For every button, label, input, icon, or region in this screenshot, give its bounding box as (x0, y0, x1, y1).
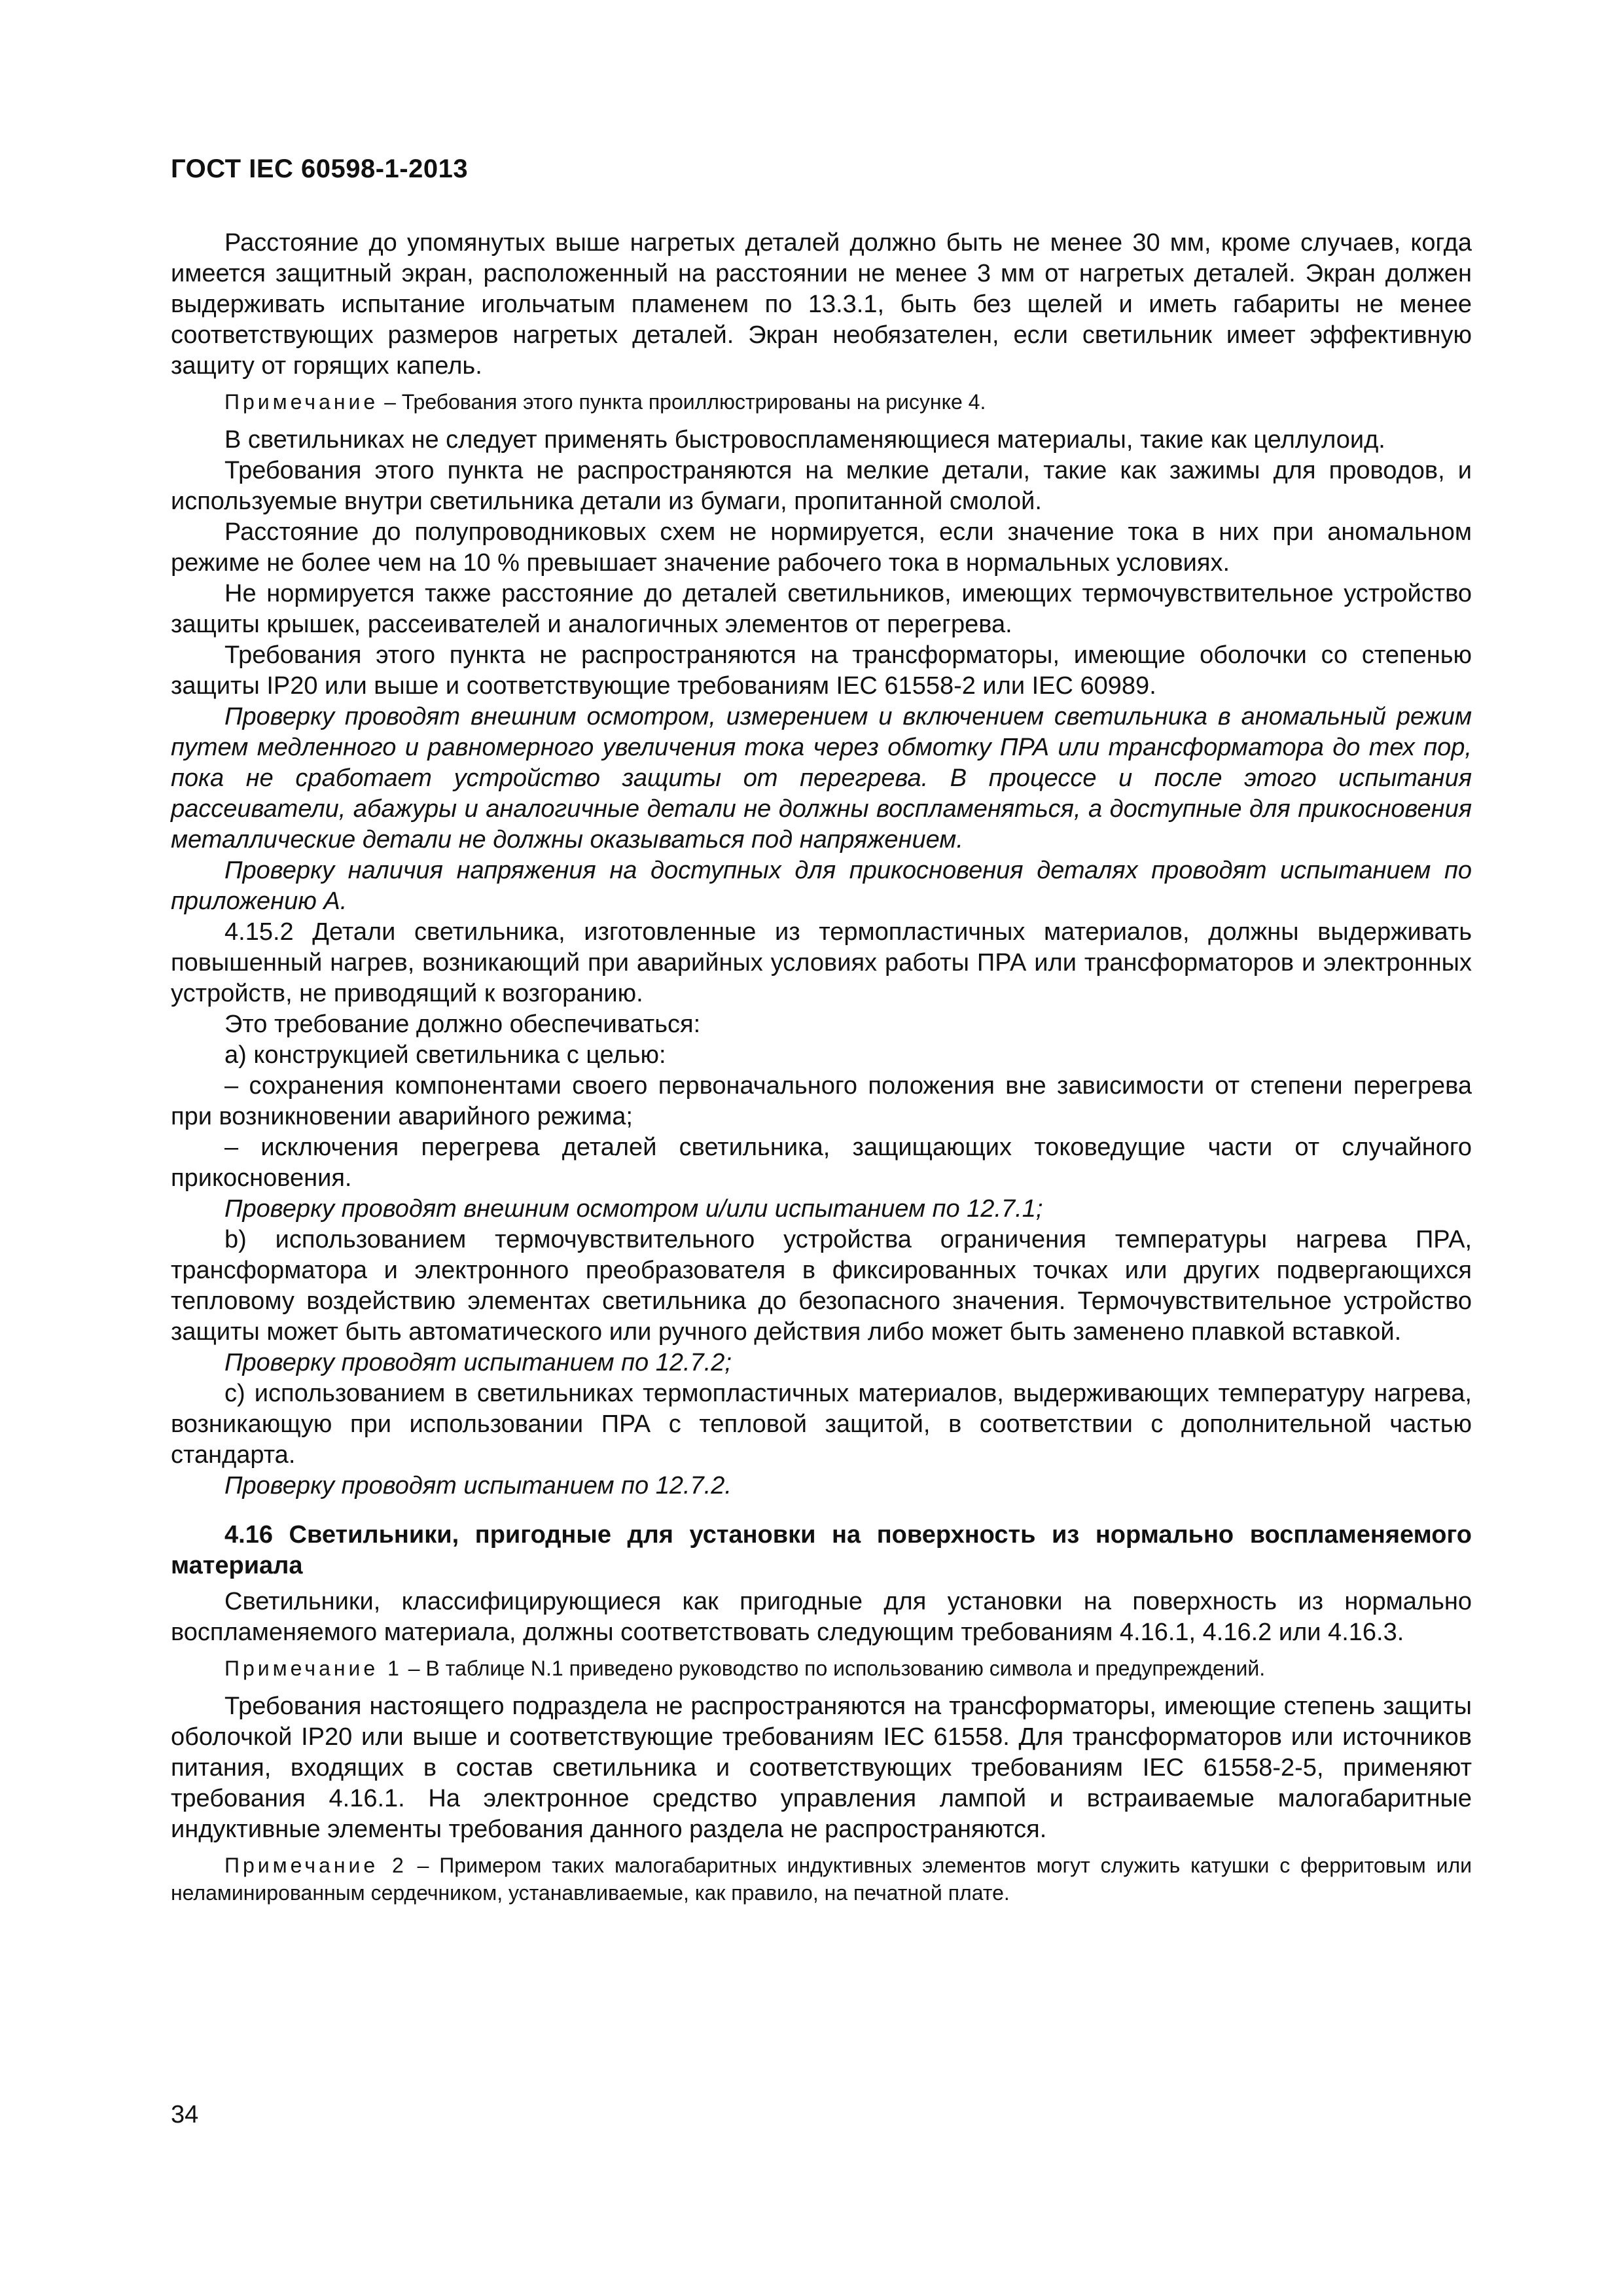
test-procedure: Проверку наличия напряжения на доступных для прикосновения деталях проводят испытанием по приложению А. (171, 857, 1472, 915)
paragraph: В светильниках не следует применять быстровоспламеняющиеся материалы, такие как целлулоид. (224, 426, 1385, 454)
paragraph: Расстояние до упомянутых выше нагретых деталей должно быть не менее 30 мм, кроме случаев, когда имеется защитный экран, расположенный на расстоянии не менее 3 мм от нагретых деталей. Экран должен выдерживать испытание игольчатым пламенем по 13.3.1, быть без щелей и иметь габариты не менее соответствующих размеров нагретых деталей. Экран необязателен, если светильник имеет эффективную защиту от горящих капель. (171, 229, 1472, 380)
paragraph: Это требование должно обеспечиваться: (224, 1011, 701, 1038)
test-procedure: Проверку проводят внешним осмотром и/или испытанием по 12.7.1; (224, 1195, 1043, 1223)
test-procedure: Проверку проводят испытанием по 12.7.2; (224, 1349, 732, 1376)
test-procedure: Проверку проводят внешним осмотром, измерением и включением светильника в аномальный режим путем медленного и равномерного увеличения тока через обмотку ПРА или трансформатора до тех пор, пока не сработает устройство защиты от перегрева. В процессе и после этого испытания рассеиватели, абажуры и аналогичные детали не должны воспламеняться, а доступные для прикосновения металлические детали не должны оказываться под напряжением. (171, 703, 1472, 853)
note-text: – В таблице N.1 приведено руководство по использованию символа и предупреждений. (402, 1657, 1266, 1680)
note-label: Примечание (224, 390, 379, 414)
document-header: ГОСТ IEC 60598-1-2013 (171, 154, 469, 183)
note (171, 1655, 1472, 1682)
test-procedure: Проверку проводят испытанием по 12.7.2. (224, 1472, 732, 1499)
paragraph: Не нормируется также расстояние до деталей светильников, имеющих термочувствительное устройство защиты крышек, рассеивателей и аналогичных элементов от перегрева. (171, 580, 1472, 638)
list-item: – исключения перегрева деталей светильника, защищающих токоведущие части от случайного прикосновения. (171, 1134, 1472, 1192)
note-text: – Примером таких малогабаритных индуктивных элементов могут служить катушки с ферритовым или неламинированным сердечником, устанавливаемые, как правило, на печатной плате. (171, 1854, 1472, 1905)
note-label: Примечание 1 (224, 1657, 402, 1680)
page-number: 34 (171, 2101, 199, 2128)
list-item: с) использованием в светильниках термопластичных материалов, выдерживающих температуру нагрева, возникающую при использовании ПРА с тепловой защитой, в соответствии с дополнительной частью стандарта. (171, 1380, 1472, 1469)
note (171, 1852, 1472, 1907)
paragraph: Расстояние до полупроводниковых схем не нормируется, если значение тока в них при аномальном режиме не более чем на 10 % превышает значение рабочего тока в нормальных условиях. (171, 518, 1472, 577)
list-item: а) конструкцией светильника с целью: (224, 1041, 666, 1069)
note (171, 388, 1472, 416)
note-text: – Требования этого пункта проиллюстрированы на рисунке 4. (378, 390, 986, 414)
section-heading: 4.16 Светильники, пригодные для установки на поверхность из нормально воспламеняемого материала (171, 1521, 1472, 1579)
paragraph: Требования этого пункта не распространяются на трансформаторы, имеющие оболочки со степенью защиты IP20 или выше и соответствующие требованиям IEC 61558-2 или IEC 60989. (171, 641, 1472, 700)
paragraph: Требования этого пункта не распространяются на мелкие детали, такие как зажимы для проводов, и используемые внутри светильника детали из бумаги, пропитанной смолой. (171, 457, 1472, 515)
paragraph: Светильники, классифицирующиеся как пригодные для установки на поверхность из нормально воспламеняемого материала, должны соответствовать следующим требованиям 4.16.1, 4.16.2 или 4.16.3. (171, 1588, 1472, 1646)
list-item: b) использованием термочувствительного устройства ограничения температуры нагрева ПРА, трансформатора и электронного преобразователя в фиксированных точках или других подвергающихся тепловому воздействию элементах светильника до безопасного значения. Термочувствительное устройство защиты может быть автоматического или ручного действия либо может быть заменено плавкой вставкой. (171, 1226, 1472, 1346)
paragraph: 4.15.2 Детали светильника, изготовленные из термопластичных материалов, должны выдерживать повышенный нагрев, возникающий при аварийных условиях работы ПРА или трансформаторов и электронных устройств, не приводящий к возгоранию. (171, 918, 1472, 1007)
list-item: – сохранения компонентами своего первоначального положения вне зависимости от степени перегрева при возникновении аварийного режима; (171, 1072, 1472, 1130)
note-label: Примечание 2 (224, 1854, 407, 1877)
page-content (171, 228, 1472, 1916)
paragraph: Требования настоящего подраздела не распространяются на трансформаторы, имеющие степень защиты оболочкой IP20 или выше и соответствующие требованиям IEC 61558. Для трансформаторов или источников питания, входящих в состав светильника и соответствующих требованиям IEC 61558-2-5, применяют требования 4.16.1. На электронное средство управления лампой и встраиваемые малогабаритные индуктивные элементы требования данного раздела не распространяются. (171, 1693, 1472, 1843)
